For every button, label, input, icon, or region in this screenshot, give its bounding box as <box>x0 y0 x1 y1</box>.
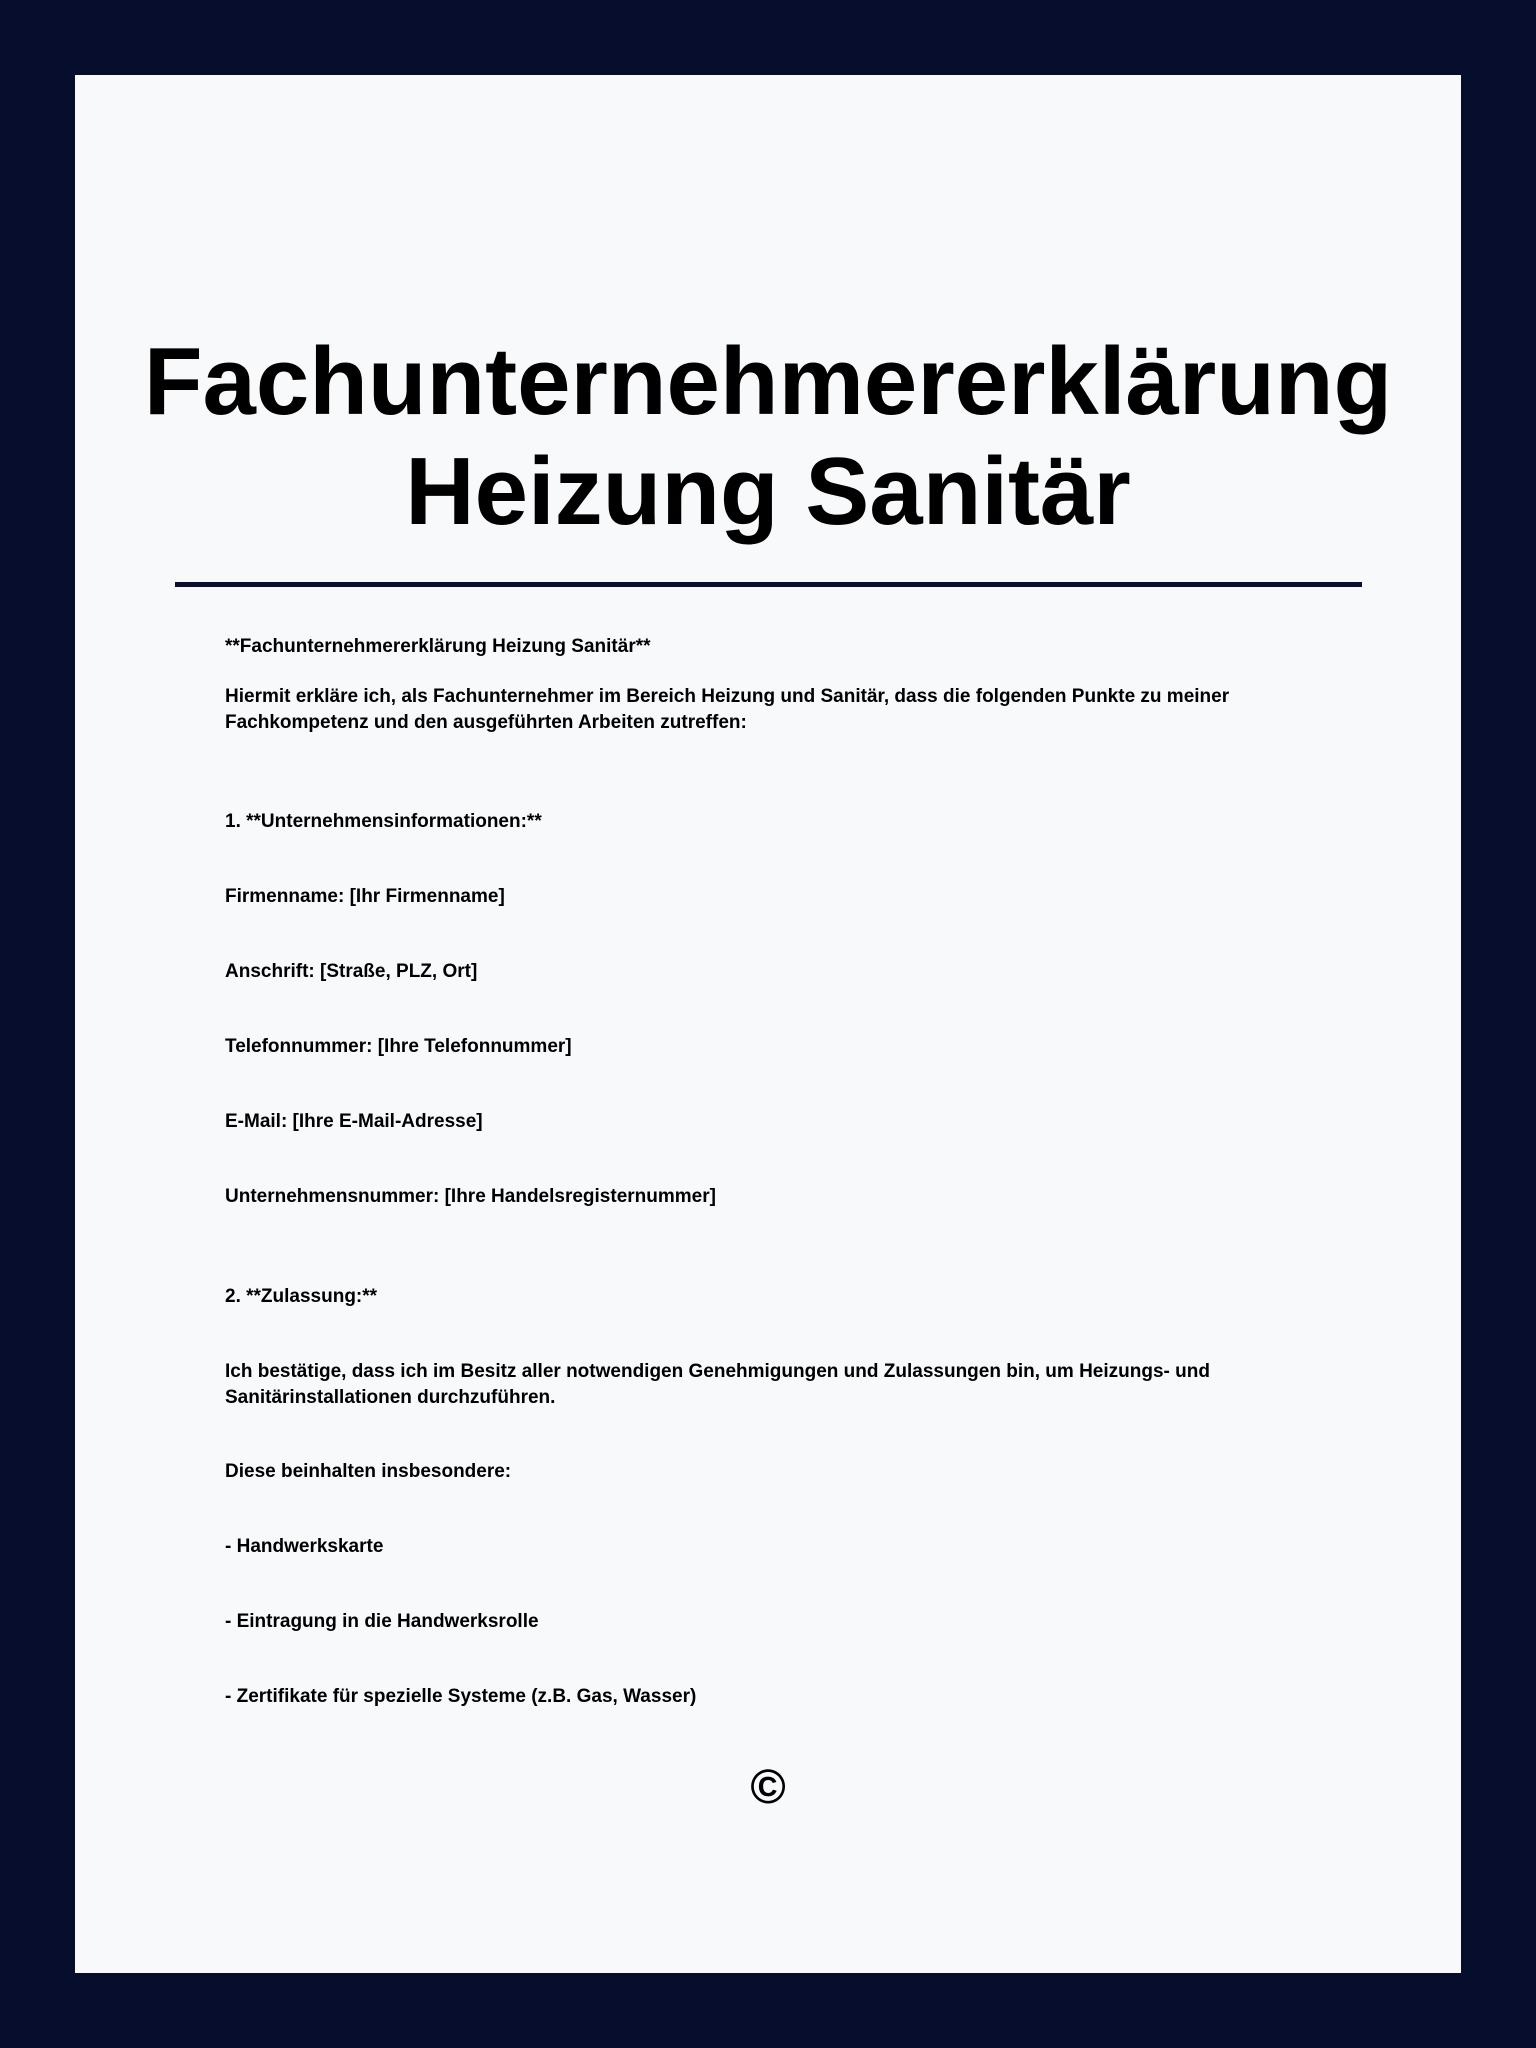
section-1-heading: 1. **Unternehmensinformationen:** <box>225 811 542 832</box>
email-line: E-Mail: [Ihre E-Mail-Adresse] <box>225 1111 483 1132</box>
address-line: Anschrift: [Straße, PLZ, Ort] <box>225 961 478 982</box>
includes-line: Diese beinhalten insbesondere: <box>225 1461 512 1482</box>
document-title <box>75 327 1461 547</box>
intro-paragraph: Hiermit erkläre ich, als Fachunternehmer im Bereich Heizung und Sanitär, dass die folgenden Punkte zu meiner Fachkompetenz und den ausgeführten Arbeiten zutreffen: <box>225 686 1230 733</box>
list-item-certificates: - Zertifikate für spezielle Systeme (z.B. Gas, Wasser) <box>225 1686 697 1707</box>
title-divider <box>175 582 1362 587</box>
approval-paragraph: Ich bestätige, dass ich im Besitz aller notwendigen Genehmigungen und Zulassungen bin, um Heizungs- und Sanitärinstallationen durchzuführen. <box>225 1361 1210 1408</box>
title-line-1: Fachunternehmererklärung <box>143 328 1393 435</box>
copyright-icon: © <box>750 1761 786 1814</box>
title-line-2: Heizung Sanitär <box>405 438 1131 545</box>
section-2-heading: 2. **Zulassung:** <box>225 1286 378 1307</box>
document-page <box>75 75 1461 1973</box>
company-number-line: Unternehmensnummer: [Ihre Handelsregisternummer] <box>225 1186 716 1207</box>
phone-line: Telefonnummer: [Ihre Telefonnummer] <box>225 1036 572 1057</box>
heading-paragraph: **Fachunternehmererklärung Heizung Sanitär** <box>225 636 651 657</box>
list-item-craft-card: - Handwerkskarte <box>225 1536 384 1557</box>
company-name-line: Firmenname: [Ihr Firmenname] <box>225 886 505 907</box>
list-item-trade-register: - Eintragung in die Handwerksrolle <box>225 1611 539 1632</box>
